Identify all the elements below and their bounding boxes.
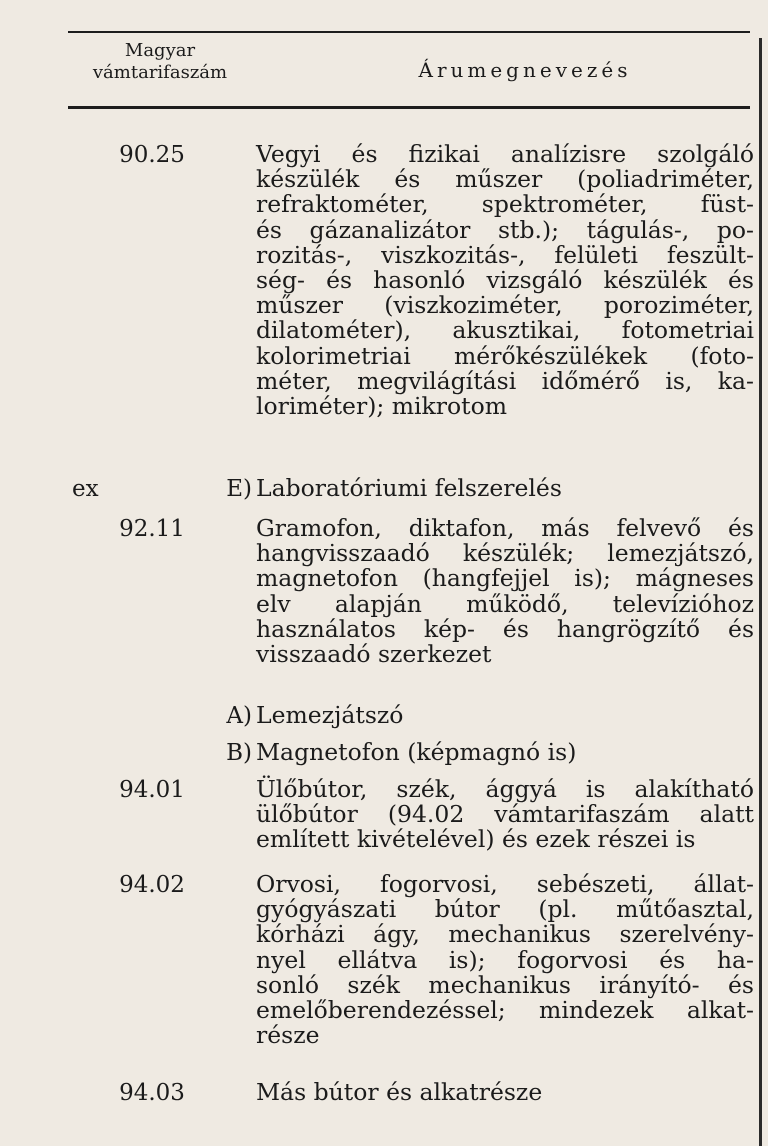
description-line: magnetofon (hangfejjel is); mágneses [256, 564, 754, 593]
tariff-code: 92.11 [119, 516, 185, 542]
description-line: hangvisszaadó készülék; lemezjátszó, [256, 539, 754, 568]
description-line: Ülőbútor, szék, ággyá is alakítható [256, 775, 754, 803]
description-line: sonló szék mechanikus irányító- és [256, 970, 754, 999]
tariff-code: 94.03 [119, 1080, 185, 1106]
description-line: Más bútor és alkatrésze [256, 1078, 543, 1106]
description-line: kórházi ágy, mechanikus szerelvény- [256, 920, 754, 949]
subheading-letter: E) [226, 476, 252, 502]
subheading-letter: B) [226, 740, 252, 766]
description-line: készülék és műszer (poliadriméter, [256, 165, 754, 194]
column-header-code-line1: Magyar [124, 40, 196, 61]
description-line: emelőberendezéssel; mindezek alkat- [256, 996, 754, 1025]
goods-description [256, 516, 754, 667]
top-rule [68, 31, 750, 33]
description-line: része [256, 1021, 320, 1050]
goods-description [256, 1080, 754, 1105]
goods-description [256, 476, 754, 501]
description-line: Magnetofon (képmagnó is) [256, 738, 577, 766]
description-line: műszer (viszkoziméter, poroziméter, [256, 291, 754, 320]
description-line: elv alapján működő, televízióhoz [256, 589, 754, 618]
description-line: ség- és hasonló vizsgáló készülék és [256, 266, 754, 295]
description-line: visszaadó szerkezet [256, 640, 492, 669]
goods-description [256, 872, 754, 1048]
description-line: használatos kép- és hangrögzítő és [256, 614, 754, 643]
header-rule [68, 106, 750, 109]
description-line: rozitás-, viszkozitás-, felületi feszült- [256, 240, 754, 269]
description-line: említett kivételével) és ezek részei is [256, 825, 696, 854]
column-header-description: Árumegnevezés [418, 58, 632, 82]
subheading-letter: A) [226, 703, 252, 729]
goods-description [256, 703, 754, 728]
goods-description [256, 777, 754, 853]
description-line: nyel ellátva is); fogorvosi és ha- [256, 945, 754, 974]
description-line: ülőbútor (94.02 vámtarifaszám alatt [256, 800, 754, 829]
description-line: Orvosi, fogorvosi, sebészeti, állat- [256, 870, 754, 898]
column-header-code-line2: vámtarifaszám [92, 62, 228, 83]
description-line: Gramofon, diktafon, más felvevő és [256, 514, 754, 542]
description-line: kolorimetriai mérőkészülékek (foto- [256, 341, 754, 370]
description-line: refraktométer, spektrométer, füst- [256, 190, 754, 219]
ex-marker: ex [72, 476, 99, 502]
tariff-code: 94.01 [119, 777, 185, 803]
description-line: dilatométer), akusztikai, fotometriai [256, 316, 754, 345]
column-header-code [70, 40, 250, 84]
description-line: Vegyi és fizikai analízisre szolgáló [256, 140, 754, 168]
description-line: méter, megvilágítási időmérő is, ka- [256, 366, 754, 395]
tariff-code: 90.25 [119, 142, 185, 168]
tariff-code: 94.02 [119, 872, 185, 898]
description-line: gyógyászati bútor (pl. műtőasztal, [256, 895, 754, 924]
description-line: Laboratóriumi felszerelés [256, 474, 562, 502]
goods-description [256, 142, 754, 419]
description-line: loriméter); mikrotom [256, 392, 508, 421]
description-line: és gázanalizátor stb.); tágulás-, po- [256, 215, 754, 244]
page-edge-line [759, 38, 762, 1146]
description-line: Lemezjátszó [256, 701, 404, 729]
goods-description [256, 740, 754, 765]
